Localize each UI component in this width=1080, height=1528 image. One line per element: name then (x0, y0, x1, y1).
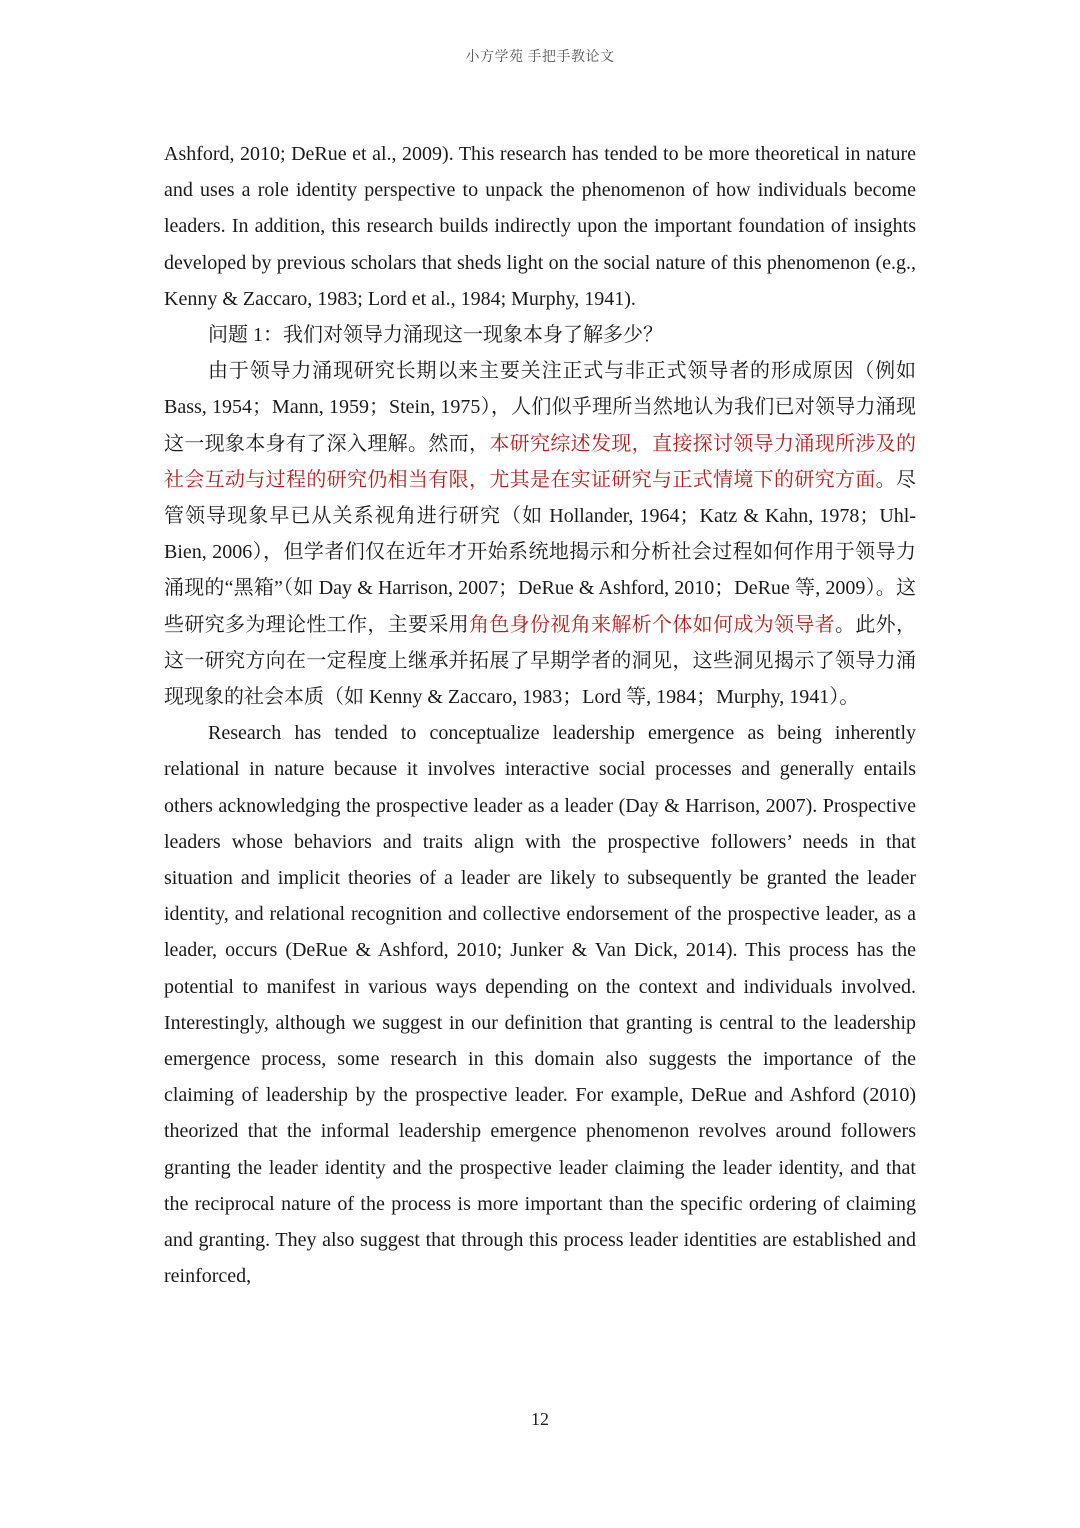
paragraph-chinese-translation (164, 353, 916, 715)
chinese-text-segment: 。尽管领导现象早已从关系视角进行研究（如 Hollander, 1964；Katz & Kahn, 1978；Uhl-Bien, 2006），但学者们仅在近年才开始系统地揭示和分析社会过程如何作用于领导力涌现的“黑箱”（如 Day & Harrison, 2007；DeRue & Ashford, 2010；DeRue 等, 2009）。这些研究多为理论性工作，主要采用 (164, 468, 917, 636)
chinese-text-segment: 由于领导力涌现研究长期以来主要关注正式与非正式领导者的形成原因（例如 Bass, 1954；Mann, 1959；Stein, 1975），人们似乎理所当然地认为我们已对领导力涌现这一现象本身有了深入理解。然而， (164, 360, 916, 455)
highlighted-finding: 本研究综述发现，直接探讨领导力涌现所涉及的社会互动与过程的研究仍相当有限，尤其是在实证研究与正式情境下的研究方面 (164, 432, 917, 491)
chinese-text-segment: 。此外，这一研究方向在一定程度上继承并拓展了早期学者的洞见，这些洞见揭示了领导力涌现现象的社会本质（如 Kenny & Zaccaro, 1983；Lord 等, 1984；Murphy, 1941）。 (164, 613, 917, 709)
body-text (164, 136, 916, 1295)
paragraph-english-relational: Research has tended to conceptualize leadership emergence as being inherently relational in nature because it involves interactive social processes and generally entails others acknowledging the prospective leader as a leader (Day & Harrison, 2007). Prospective leaders whose behaviors and traits align with the prospective followers’ needs in that situation and implicit theories of a leader are likely to subsequently be granted the leader identity, and relational recognition and collective endorsement of the prospective leader, as a leader, occurs (DeRue & Ashford, 2010; Junker & Van Dick, 2014). This process has the potential to manifest in various ways depending on the context and individuals involved. Interestingly, although we suggest in our definition that granting is central to the leadership emergence process, some research in this domain also suggests the importance of the claiming of leadership by the prospective leader. For example, DeRue and Ashford (2010) theorized that the informal leadership emergence phenomenon revolves around followers granting the leader identity and the prospective leader claiming the leader identity, and that the reciprocal nature of the process is more important than the specific ordering of claiming and granting. They also suggest that through this process leader identities are established and reinforced, (164, 722, 916, 1288)
page-number: 12 (531, 1409, 549, 1429)
question-heading: 问题 1：我们对领导力涌现这一现象本身了解多少？ (208, 324, 663, 347)
paragraph-english-continued: Ashford, 2010; DeRue et al., 2009). This research has tended to be more theoretical in nature and uses a role identity perspective to unpack the phenomenon of how individuals become leaders. In addition, this research builds indirectly upon the important foundation of insights developed by previous scholars that sheds light on the social nature of this phenomenon (e.g., Kenny & Zaccaro, 1983; Lord et al., 1984; Murphy, 1941). (164, 143, 916, 310)
running-header: 小方学苑 手把手教论文 (465, 50, 615, 65)
highlighted-perspective: 角色身份视角来解析个体如何成为领导者 (469, 613, 835, 636)
